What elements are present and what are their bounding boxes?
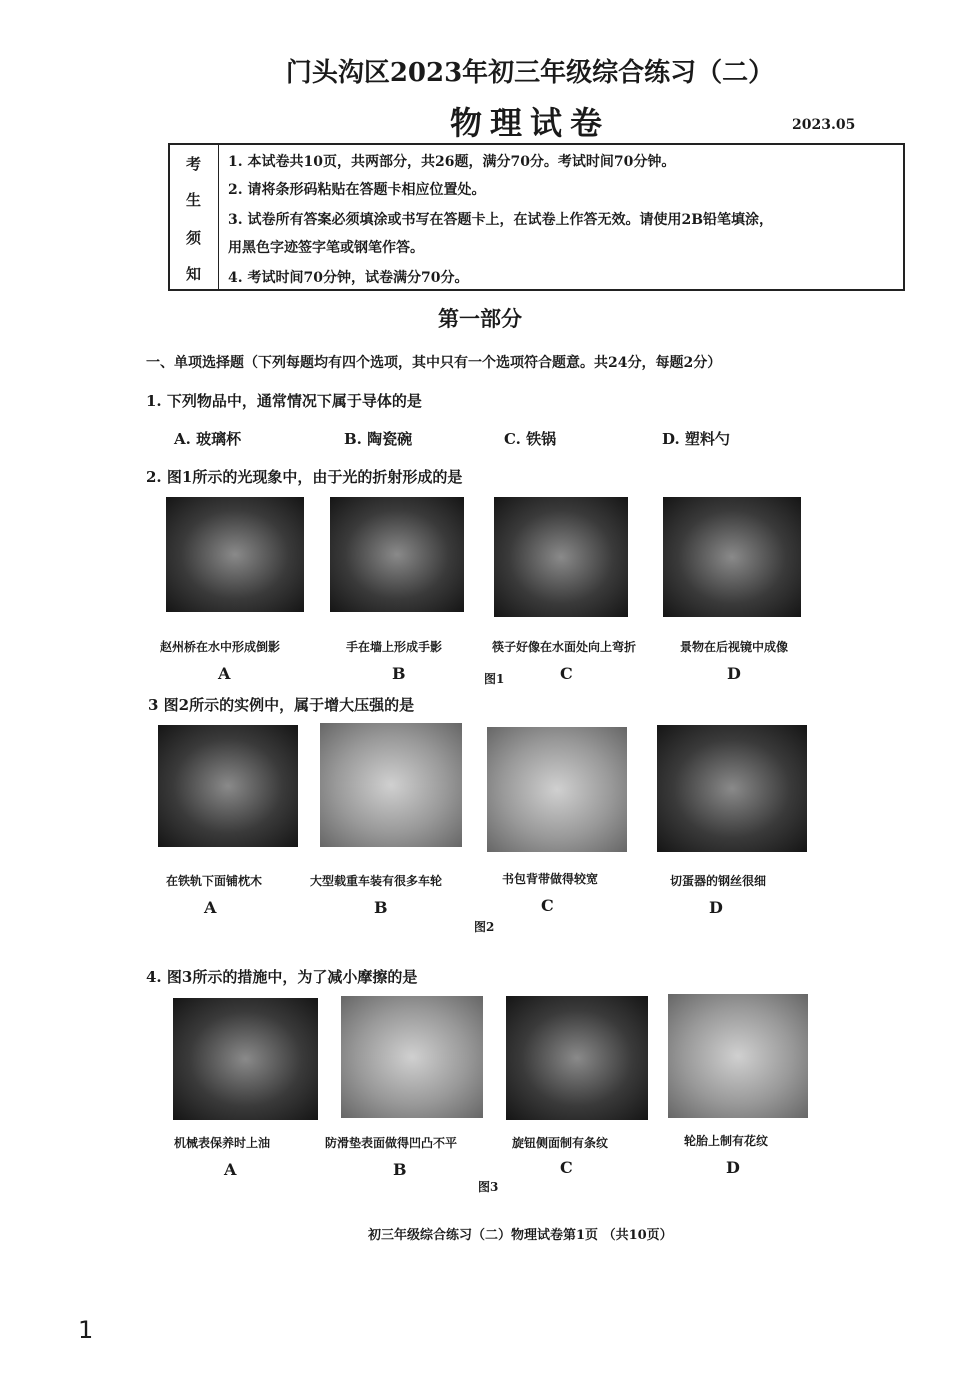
notice-line: 4. 考试时间70分钟，试卷满分70分。 [228,270,469,286]
figure2-caption-b: 大型载重车装有很多车轮 [310,874,443,888]
q3-stem: 3 图2所示的实例中，属于增大压强的是 [148,696,415,714]
q1-option-a: A. 玻璃杯 [174,430,242,448]
figure1-letter-c: C [560,664,573,683]
figure3-caption-a: 机械表保养时上油 [174,1136,271,1150]
figure1-label: 图1 [484,672,505,686]
notice-side-label [170,145,219,289]
figure1-image-c [494,497,628,617]
q1-stem: 1. 下列物品中，通常情况下属于导体的是 [146,392,422,410]
figure2-caption-d: 切蛋器的钢丝很细 [670,874,767,888]
figure1-letter-b: B [392,664,406,683]
q1-option-d: D. 塑料勺 [662,430,730,448]
figure3-letter-b: B [393,1160,407,1179]
figure2-image-a [158,725,298,847]
q4-stem: 4. 图3所示的措施中，为了减小摩擦的是 [146,968,418,986]
notice-line: 2. 请将条形码粘贴在答题卡相应位置处。 [228,182,486,198]
notice-line: 3. 试卷所有答案必须填涂或书写在答题卡上，在试卷上作答无效。请使用2B铅笔填涂， [228,212,774,228]
figure1-caption-c: 筷子好像在水面处向上弯折 [492,640,637,654]
page-footer: 初三年级综合练习（二）物理试卷第1页 （共10页） [368,1228,673,1243]
figure2-letter-d: D [709,898,723,917]
notice-side-char: 知 [186,265,202,283]
figure1-image-b [330,497,464,612]
section-heading: 一、单项选择题（下列每题均有四个选项，其中只有一个选项符合题意。共24分，每题2分） [146,355,722,371]
figure1-caption-a: 赵州桥在水中形成倒影 [160,640,281,654]
notice-line: 1. 本试卷共10页，共两部分，共26题，满分70分。考试时间70分钟。 [228,154,676,170]
figure2-image-d [657,725,807,852]
figure2-caption-a: 在铁轨下面铺枕木 [166,874,263,888]
figure2-letter-b: B [374,898,388,917]
figure2-letter-a: A [204,898,217,917]
figure3-caption-b: 防滑垫表面做得凹凸不平 [325,1136,458,1150]
figure3-image-b [341,996,483,1118]
figure2-letter-c: C [541,896,554,915]
q2-stem: 2. 图1所示的光现象中，由于光的折射形成的是 [146,468,463,486]
figure3-image-a [173,998,318,1120]
figure3-letter-c: C [560,1158,573,1177]
q1-option-b: B. 陶瓷碗 [344,430,413,448]
part-heading: 第一部分 [438,306,522,331]
figure3-image-c [506,996,648,1120]
figure3-image-d [668,994,808,1118]
notice-side-char: 须 [186,229,202,247]
figure3-caption-d: 轮胎上制有花纹 [684,1134,769,1148]
exam-title: 门头沟区2023年初三年级综合练习（二） [285,58,775,88]
exam-subtitle: 物理试卷 [450,104,611,142]
figure2-caption-c: 书包背带做得较宽 [502,872,599,886]
figure1-image-d [663,497,801,617]
exam-date: 2023.05 [792,117,856,133]
notice-box [168,143,905,291]
figure3-label: 图3 [478,1180,499,1194]
figure3-caption-c: 旋钮侧面制有条纹 [512,1136,609,1150]
figure1-caption-d: 景物在后视镜中成像 [680,640,789,654]
figure2-image-c [487,727,627,852]
figure1-caption-b: 手在墙上形成手影 [346,640,443,654]
figure1-letter-d: D [727,664,741,683]
figure3-letter-a: A [224,1160,237,1179]
figure3-letter-d: D [726,1158,740,1177]
figure2-label: 图2 [474,920,495,934]
figure1-letter-a: A [218,664,231,683]
notice-side-char: 考 [186,155,202,173]
q1-option-c: C. 铁锅 [504,430,557,448]
notice-side-char: 生 [186,191,202,209]
figure1-image-a [166,497,304,612]
figure2-image-b [320,723,462,847]
page-number: 1 [78,1316,94,1344]
notice-line: 用黑色字迹签字笔或钢笔作答。 [228,240,424,256]
